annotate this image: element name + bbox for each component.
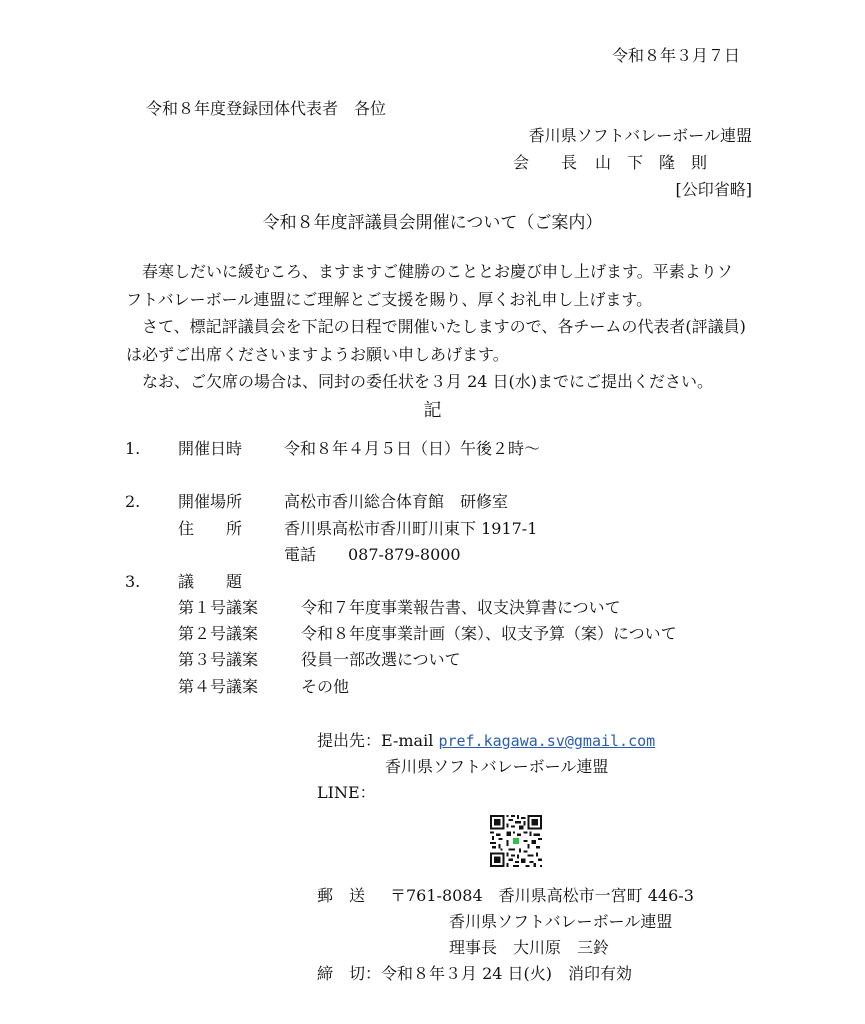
deadline-value: 令和８年３月 24 日(火) 消印有効 [381, 964, 633, 983]
line-qr-code-icon[interactable] [490, 815, 542, 867]
sender-name: 山 下 隆 則 [595, 153, 708, 172]
deadline-line [317, 966, 632, 982]
agenda-4-label: 第４号議案 [178, 677, 259, 696]
body-paragraph-1: 春寒しだいに緩むころ、ますますご健勝のこととお慶び申し上げます。平素よりソフトバレーボール連盟にご理解とご支援を賜り、厚くお礼申し上げます。 [126, 262, 733, 309]
addressee: 令和８年度登録団体代表者 各位 [146, 99, 387, 118]
item-3-label: 議 題 [178, 572, 243, 591]
mail-person: 理事長 大川原 三鈴 [449, 938, 610, 957]
ki-heading: 記 [423, 400, 442, 421]
item-2-label: 開催場所 [178, 492, 243, 511]
item-1-number: 1. [125, 439, 141, 458]
sender-line [513, 155, 707, 171]
item-3-number: 3. [125, 572, 141, 591]
body-paragraph-2: さて、標記評議員会を下記の日程で開催いたしますので、各チームの代表者(評議員)は必ずご出席くださいますようお願い申しあげます。 [126, 317, 746, 364]
sender-organization: 香川県ソフトバレーボール連盟 [528, 126, 752, 145]
agenda-3-text: 役員一部改選について [301, 650, 461, 669]
submission-org: 香川県ソフトバレーボール連盟 [385, 757, 609, 776]
sender-title: 会 長 [513, 153, 578, 172]
agenda-4-text: その他 [301, 677, 350, 696]
item-1-label: 開催日時 [178, 439, 243, 458]
document-date: 令和８年３月７日 [611, 46, 740, 65]
body-paragraph-3: なお、ご欠席の場合は、同封の委任状を３月 24 日(水)までにご提出ください。 [142, 372, 714, 391]
mail-address: 〒761-8084 香川県高松市一宮町 446-3 [390, 886, 694, 905]
line-label: LINE： [317, 783, 376, 802]
email-link[interactable]: pref.kagawa.sv@gmail.com [438, 732, 656, 750]
mail-label: 郵 送 [317, 886, 366, 905]
seal-note: [公印省略] [675, 180, 752, 199]
mail-organization: 香川県ソフトバレーボール連盟 [449, 912, 673, 931]
body-text [126, 258, 746, 396]
submission-label: 提出先：E-mail [317, 731, 434, 750]
address-value: 香川県高松市香川町川東下 1917-1 [284, 519, 538, 538]
agenda-3-label: 第３号議案 [178, 650, 259, 669]
address-label: 住 所 [178, 519, 243, 538]
deadline-label: 締 切： [317, 964, 382, 983]
item-2-number: 2. [125, 492, 141, 511]
submission-email-line [317, 733, 655, 749]
item-2-value: 高松市香川総合体育館 研修室 [284, 492, 509, 511]
agenda-1-text: 令和７年度事業報告書、収支決算書について [301, 598, 621, 617]
agenda-2-label: 第２号議案 [178, 624, 259, 643]
agenda-2-text: 令和８年度事業計画（案）、収支予算（案）について [301, 624, 677, 643]
agenda-1-label: 第１号議案 [178, 598, 259, 617]
phone-line: 電話 087-879-8000 [284, 545, 461, 564]
document-title: 令和８年度評議員会開催について（ご案内） [262, 213, 603, 233]
item-1-value: 令和８年４月５日（日）午後２時～ [284, 439, 541, 458]
